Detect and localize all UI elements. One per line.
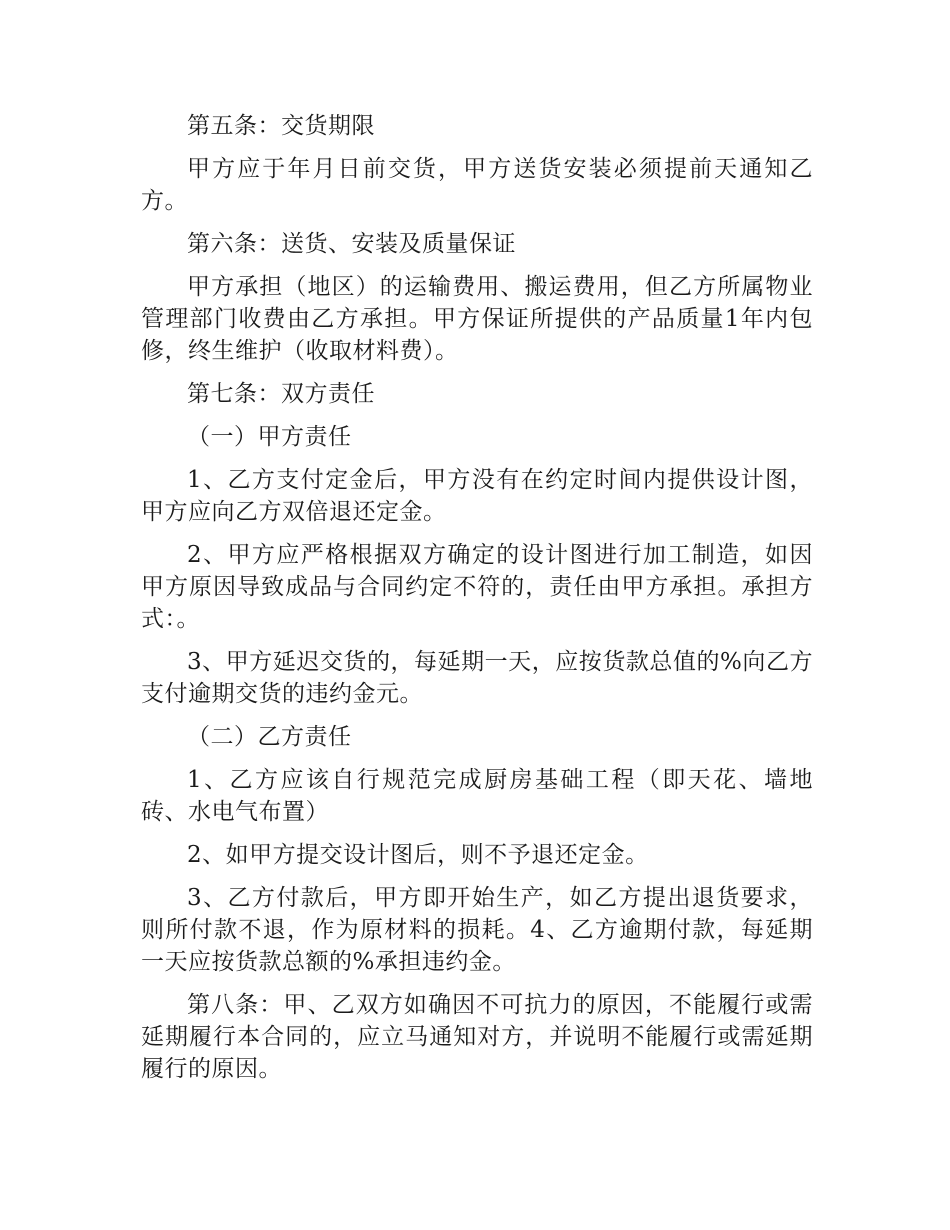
article-8-text: 第八条：甲、乙双方如确因不可抗力的原因，不能履行或需延期履行本合同的，应立马通知对方，并说明不能履行或需延期履行的原因。 [141,992,813,1082]
party-a-responsibility-heading: （一）甲方责任 [187,424,352,450]
party-a-clause-2: 2、甲方应严格根据双方确定的设计图进行加工制造，如因甲方原因导致成品与合同约定不符的，责任由甲方承担。承担方式：。 [141,542,813,632]
article-5-heading: 第五条：交货期限 [187,113,375,139]
article-6-heading: 第六条：送货、安装及质量保证 [187,231,516,257]
party-b-clause-1: 1、乙方应该自行规范完成厨房基础工程（即天花、墙地砖、水电气布置） [141,767,813,825]
party-b-responsibility-heading: （二）乙方责任 [187,724,352,750]
article-7-heading: 第七条：双方责任 [187,381,375,407]
article-5-text: 甲方应于年月日前交货，甲方送货安装必须提前天通知乙方。 [141,156,813,214]
article-6-text: 甲方承担（地区）的运输费用、搬运费用，但乙方所属物业管理部门收费由乙方承担。甲方保证所提供的产品质量1年内包修，终生维护（收取材料费）。 [141,274,813,364]
party-b-clause-2: 2、如甲方提交设计图后，则不予退还定金。 [187,842,649,868]
document-body [141,110,813,1096]
party-a-clause-3: 3、甲方延迟交货的，每延期一天，应按货款总值的%向乙方支付逾期交货的违约金元。 [141,649,813,707]
party-a-clause-1: 1、乙方支付定金后，甲方没有在约定时间内提供设计图，甲方应向乙方双倍退还定金。 [141,467,813,525]
party-b-clause-3-4: 3、乙方付款后，甲方即开始生产，如乙方提出退货要求，则所付款不退，作为原材料的损耗。4、乙方逾期付款，每延期一天应按货款总额的%承担违约金。 [141,885,813,975]
